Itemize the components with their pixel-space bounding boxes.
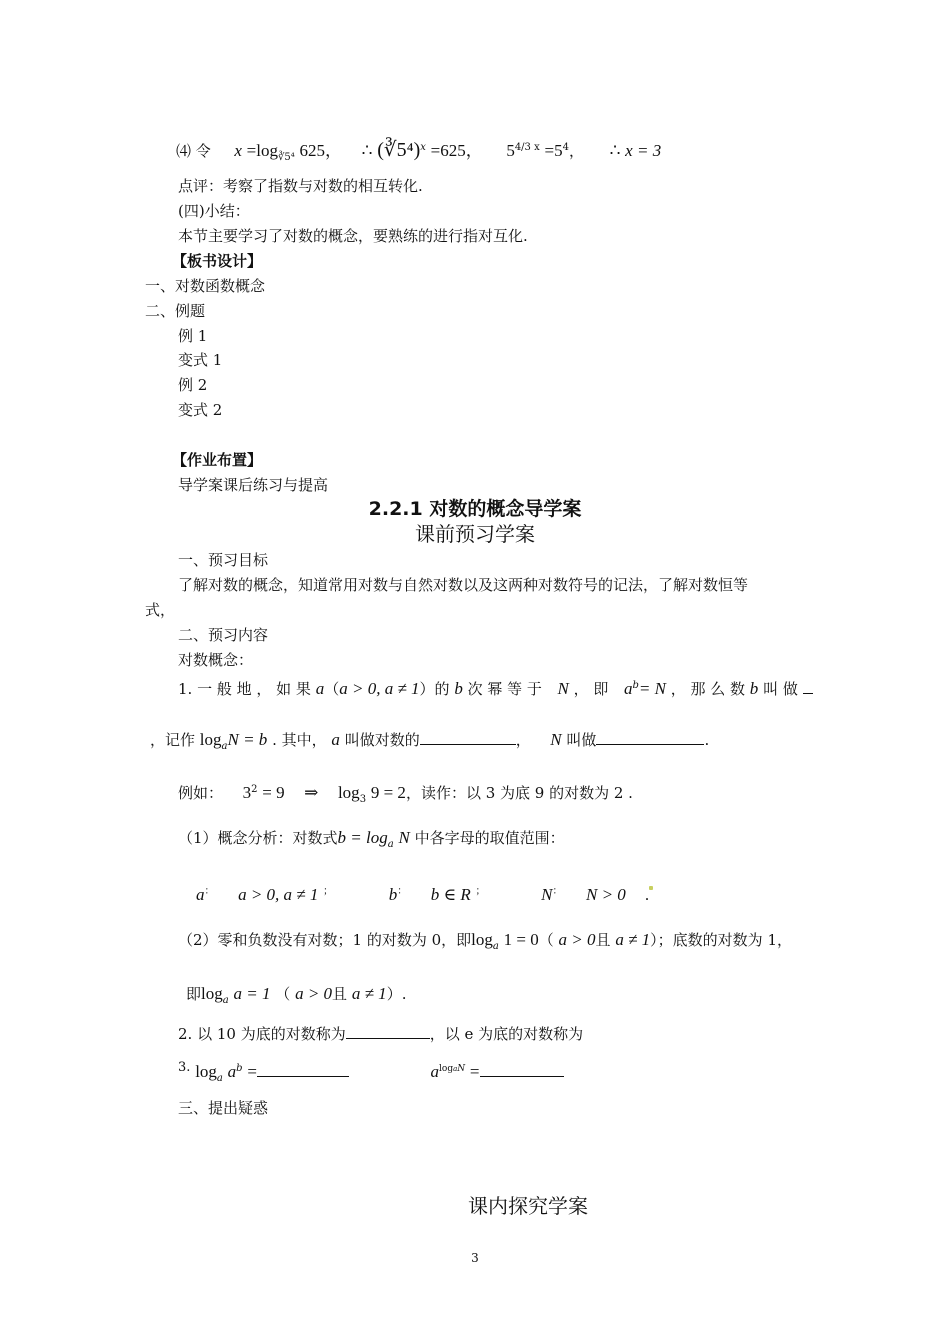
def-text-a: 1. 一 般 地 ， 如 果	[178, 680, 311, 698]
question-2	[178, 1024, 583, 1044]
log-sub: a	[221, 741, 228, 752]
implies-arrow: ⇒	[304, 783, 319, 802]
zero-cond-1: a > 0	[558, 930, 596, 949]
example-label: 例如：	[178, 784, 224, 802]
exponent-4-3x: 4/3 x	[514, 142, 540, 153]
range-b-var: b	[388, 885, 398, 904]
ranges-line	[196, 882, 649, 905]
range-n-cond: N > 0	[586, 885, 626, 904]
var-N: N	[557, 679, 569, 698]
comment-text: 点评：考察了指数与对数的相互转化.	[178, 177, 423, 195]
radical-exponent: x	[420, 142, 426, 153]
q3-a2: a	[430, 1062, 440, 1081]
colon-3: ：	[552, 886, 563, 897]
log-arg: 625，	[299, 141, 343, 160]
def2-text-b: . 其中，	[272, 731, 327, 749]
example-line	[178, 780, 633, 810]
q2-text-b: ，以 e 为底的对数称为	[429, 1025, 584, 1043]
def-text-e: 叫 做	[763, 680, 798, 698]
content-heading: 二、预习内容	[178, 626, 269, 644]
log-eq: =log	[246, 141, 278, 160]
var-x: x	[234, 141, 242, 160]
doc-title: 2.2.1 对数的概念导学案	[368, 498, 582, 520]
base-and: 且	[332, 985, 348, 1003]
eq-625: =625，	[430, 141, 483, 160]
example-log-sub: 3	[359, 794, 367, 805]
paren-open: （	[324, 680, 340, 698]
zero-cond-2: a ≠ 1	[615, 930, 651, 949]
semicolon-2: ；	[475, 886, 486, 897]
blank-line-3	[596, 730, 704, 745]
definition-line-2	[150, 730, 709, 757]
base-log: log	[201, 984, 223, 1003]
base-5: 5	[506, 141, 515, 160]
concept-heading: 对数概念：	[178, 651, 254, 669]
q3-arg: a	[227, 1062, 237, 1081]
range-b-cond: b ∈ R	[430, 885, 471, 904]
page-number: 3	[471, 1251, 479, 1265]
homework-text: 导学案课后练习与提高	[178, 476, 329, 494]
radical-expr: (∛5⁴)	[377, 139, 421, 161]
base-text-b: ）.	[386, 985, 407, 1003]
example-log-rest: 9 = 2	[370, 783, 406, 802]
q3-log-sub: a	[216, 1073, 223, 1084]
range-a-var: a	[196, 885, 205, 904]
def-text-b: 次 幂 等 于	[467, 680, 542, 698]
zero-text-b: ）；底数的对数为 1，	[650, 931, 792, 949]
base-log-line	[186, 984, 406, 1011]
doc-subtitle: 课前预习学案	[415, 522, 535, 546]
goal-text-1: 了解对数的概念，知道常用对数与自然对数以及这两种对数符号的记法，了解对数恒等	[178, 576, 749, 594]
def2-text-d: ，	[515, 731, 531, 749]
base-log-sub: a	[222, 995, 229, 1006]
base-cond-1: a > 0	[295, 984, 333, 1003]
eq-rest: = N	[638, 679, 666, 698]
exponent-4: 4	[562, 142, 569, 153]
eq-exp: b	[632, 680, 639, 691]
zero-log: log	[471, 930, 493, 949]
zero-log-sub: a	[492, 941, 499, 952]
range-end: .	[644, 886, 650, 904]
q2-text: 2. 以 10 为底的对数称为	[178, 1025, 346, 1043]
zero-and: 且	[595, 931, 611, 949]
question-3	[178, 1058, 564, 1089]
item-label: ⑷ 令	[176, 142, 211, 160]
def-text-d: ， 那 么 数	[670, 680, 746, 698]
eq-base: a	[623, 679, 633, 698]
semicolon: ；	[323, 886, 334, 897]
base-log-rest: a = 1	[233, 984, 271, 1003]
q3-a2-sup: log	[439, 1064, 454, 1074]
analysis-formula-rest: N	[398, 828, 410, 847]
board-item-4: 变式 1	[178, 351, 223, 369]
range-n-var: N	[541, 885, 553, 904]
result-x-3: x = 3	[625, 141, 662, 160]
def2-text-f: .	[704, 731, 710, 749]
colon-2: ：	[397, 886, 408, 897]
colon: ：	[204, 886, 215, 897]
analysis-line	[178, 828, 565, 855]
comma: ，	[568, 142, 584, 160]
paren-close: ）的	[419, 680, 450, 698]
def-text-c: ， 即	[573, 680, 609, 698]
board-item-6: 变式 2	[178, 401, 223, 419]
q3-log: log	[195, 1062, 217, 1081]
board-item-2: 二、例题	[145, 302, 206, 320]
q3-arg-sup: b	[236, 1063, 243, 1074]
blank-line-1	[803, 679, 813, 694]
q3-blank-2	[480, 1062, 564, 1077]
example-lhs: 3	[242, 783, 252, 802]
zero-log-rest: 1 = 0	[503, 930, 539, 949]
inclass-heading: 课内探究学案	[468, 1194, 588, 1218]
var-a-2: a	[331, 730, 340, 749]
cond-a: a > 0, a ≠ 1	[339, 679, 420, 698]
board-item-1: 一、对数函数概念	[145, 277, 266, 295]
base-text-a: 即	[186, 985, 202, 1003]
marker-dot	[649, 886, 653, 890]
q3-eq: =	[247, 1062, 257, 1081]
goal-text-2: 式，	[145, 601, 176, 619]
example-read: ，读作：以 3 为底 9 的对数为 2 .	[405, 784, 633, 802]
example-lhs-rest: = 9	[262, 783, 285, 802]
q3-a2-sup-sub: a	[453, 1065, 458, 1073]
definition-line-1	[178, 676, 813, 699]
q3-blank-1	[257, 1062, 349, 1077]
zero-text-a: （2）零和负数没有对数；1 的对数为 0，即	[178, 931, 472, 949]
example-lhs-sup: 2	[251, 784, 258, 795]
summary-text: 本节主要学习了对数的概念，要熟练的进行指对互化.	[178, 227, 528, 245]
eq-5: =5	[544, 141, 563, 160]
analysis-label: （1）概念分析：对数式	[178, 829, 338, 847]
log-base: ∛5⁴	[277, 152, 295, 163]
zero-log-line	[178, 930, 792, 957]
analysis-tail: 中各字母的取值范围：	[414, 829, 565, 847]
var-N-2: N	[550, 730, 562, 749]
blank-line-2	[420, 730, 516, 745]
therefore-symbol: ∴	[361, 141, 373, 160]
q3-eq-2: =	[469, 1062, 480, 1081]
def2-text-a: ，记作	[150, 731, 196, 749]
range-a-cond: a > 0, a ≠ 1	[238, 885, 319, 904]
summary-heading: (四)小结：	[178, 202, 250, 220]
log-rest: N = b	[227, 730, 268, 749]
log-text: log	[199, 730, 222, 749]
board-item-5: 例 2	[178, 376, 208, 394]
var-a: a	[315, 679, 325, 698]
doubt-heading: 三、提出疑惑	[178, 1099, 269, 1117]
board-item-3: 例 1	[178, 327, 208, 345]
example-log: log	[337, 783, 360, 802]
var-b: b	[454, 679, 463, 698]
analysis-sub: a	[387, 839, 394, 850]
homework-heading: 【作业布置】	[172, 451, 263, 469]
def2-text-e: 叫做	[566, 731, 597, 749]
base-cond-2: a ≠ 1	[351, 984, 387, 1003]
board-heading: 【板书设计】	[172, 252, 263, 270]
zero-paren: （	[538, 931, 554, 949]
q2-blank	[346, 1024, 430, 1039]
analysis-formula: b = log	[337, 828, 388, 847]
def2-text-c: 叫做对数的	[344, 731, 420, 749]
base-paren: （	[275, 985, 291, 1003]
therefore-symbol-2: ∴	[609, 141, 621, 160]
q3-label: 3.	[178, 1060, 191, 1075]
var-b-2: b	[749, 679, 759, 698]
goal-heading: 一、预习目标	[178, 551, 269, 569]
formula-line-4	[176, 138, 661, 168]
q3-a2-sup-rest: N	[457, 1064, 466, 1074]
